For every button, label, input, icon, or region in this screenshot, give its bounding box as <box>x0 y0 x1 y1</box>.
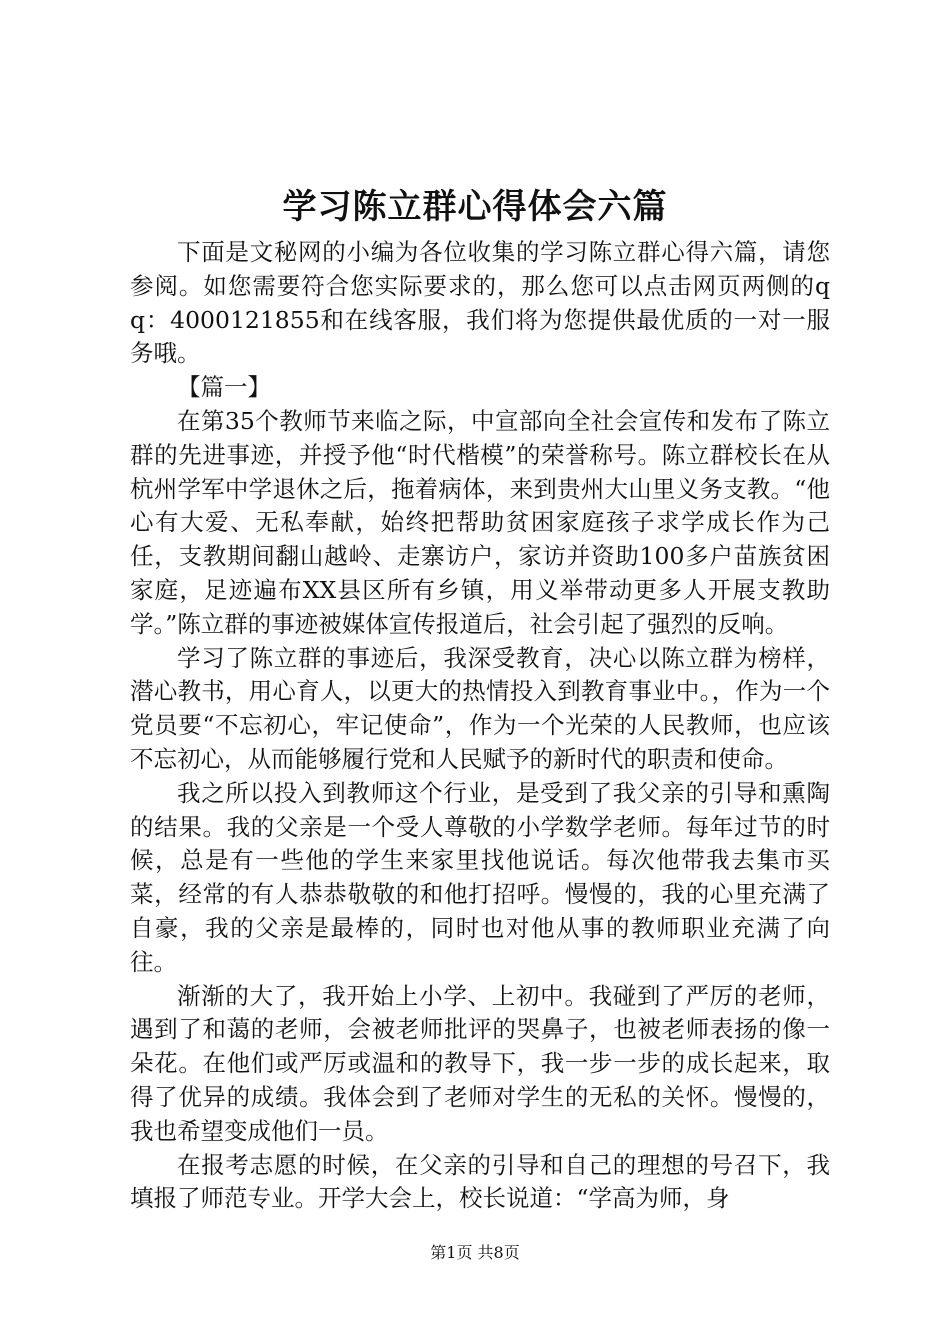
page-number-footer: 第1页 共8页 <box>430 1243 520 1262</box>
body-paragraph: 在报考志愿的时候，在父亲的引导和自己的理想的号召下，我填报了师范专业。开学大会上，校长说道：“学高为师，身 <box>130 1150 830 1213</box>
intro-paragraph: 下面是文秘网的小编为各位收集的学习陈立群心得六篇，请您参阅。如您需要符合您实际要求的，那么您可以点击网页两侧的qq：4000121855和在线客服，我们将为您提供最优质的一对一服务哦。 <box>130 238 830 368</box>
body-paragraph: 我之所以投入到教师这个行业，是受到了我父亲的引导和熏陶的结果。我的父亲是一个受人尊敬的小学数学老师。每年过节的时候，总是有一些他的学生来家里找他说话。每次他带我去集市买菜，经常的有人恭恭敬敬的和他打招呼。慢慢的，我的心里充满了自豪，我的父亲是最棒的，同时也对他从事的教师职业充满了向往。 <box>130 778 830 976</box>
body-paragraph: 渐渐的大了，我开始上小学、上初中。我碰到了严厉的老师，遇到了和蔼的老师，会被老师批评的哭鼻子，也被老师表扬的像一朵花。在他们或严厉或温和的教导下，我一步一步的成长起来，取得了优异的成绩。我体会到了老师对学生的无私的关怀。慢慢的，我也希望变成他们一员。 <box>130 981 830 1145</box>
document-body <box>130 236 830 1216</box>
body-paragraph: 学习了陈立群的事迹后，我深受教育，决心以陈立群为榜样，潜心教书，用心育人，以更大的热情投入到教育事业中。，作为一个党员要“不忘初心，牢记使命”，作为一个光荣的人民教师，也应该不忘初心，从而能够履行党和人民赋予的新时代的职责和使命。 <box>130 643 830 773</box>
body-paragraph: 在第35个教师节来临之际，中宣部向全社会宣传和发布了陈立群的先进事迹，并授予他“时代楷模”的荣誉称号。陈立群校长在从杭州学军中学退休之后，拖着病体，来到贵州大山里义务支教。“他心有大爱、无私奉献，始终把帮助贫困家庭孩子求学成长作为己任，支教期间翻山越岭、走寨访户，家访并资助100多户苗族贫困家庭，足迹遍布XX县区所有乡镇，用义举带动更多人开展支教助学。”陈立群的事迹被媒体宣传报道后，社会引起了强烈的反响。 <box>130 406 830 638</box>
section-heading: 【篇一】 <box>177 373 271 402</box>
document-title: 学习陈立群心得体会六篇 <box>282 187 668 227</box>
